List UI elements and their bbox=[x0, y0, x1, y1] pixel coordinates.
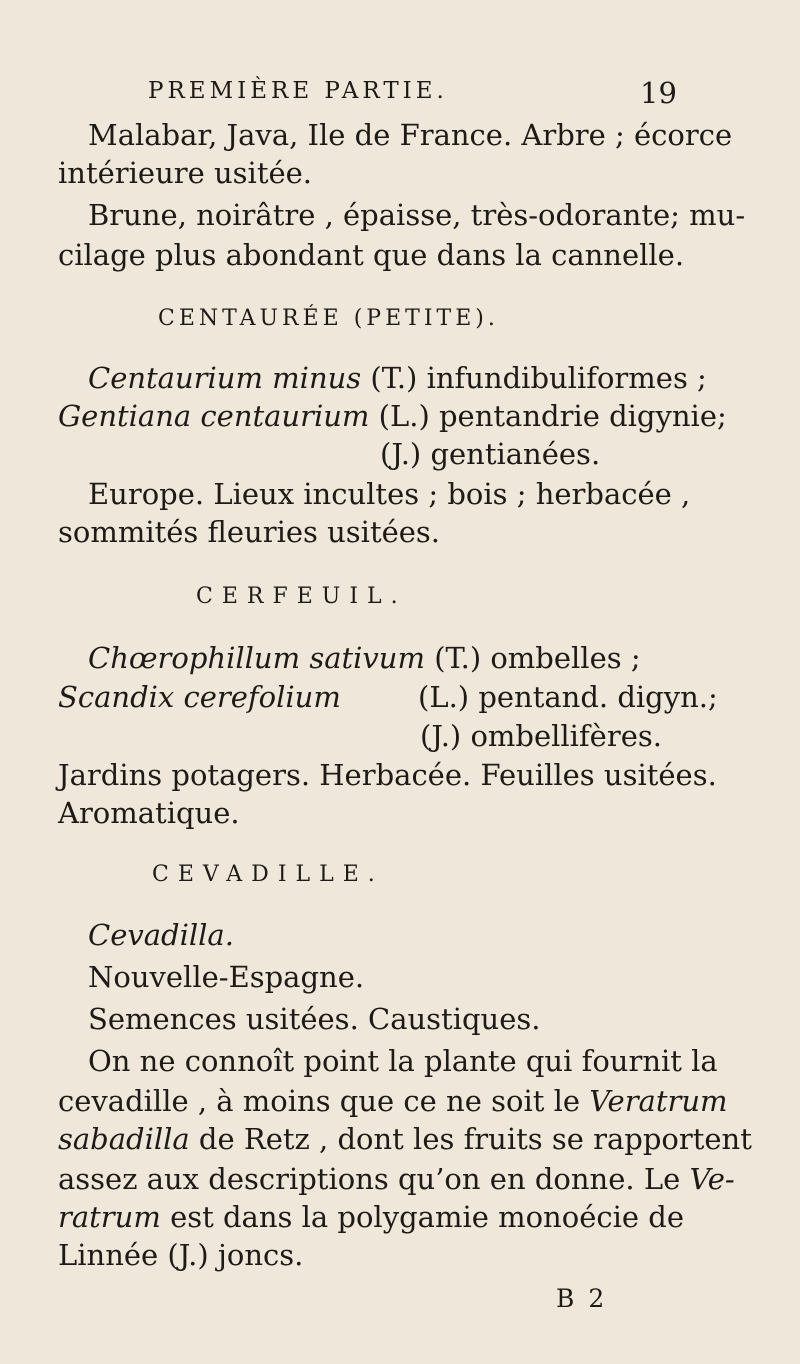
text-span: (L.) pentandrie digynie; bbox=[369, 399, 727, 433]
latin-name: Gentiana centaurium bbox=[58, 399, 370, 433]
text-line: Malabar, Java, Ile de France. Arbre ; écorce bbox=[88, 118, 733, 152]
text-line: intérieure usitée. bbox=[58, 156, 313, 190]
text-line: (J.) ombellifères. bbox=[420, 719, 662, 753]
text-span: est dans la polygamie monoécie de bbox=[160, 1200, 684, 1234]
latin-name: Centaurium minus bbox=[88, 361, 362, 395]
text-line: Nouvelle-Espagne. bbox=[88, 960, 365, 994]
latin-name: Scandix cerefolium bbox=[58, 680, 341, 714]
section-heading: CERFEUIL. bbox=[196, 584, 407, 609]
latin-name: Ve- bbox=[689, 1162, 735, 1196]
text-line: (L.) pentand. digyn.; bbox=[418, 680, 718, 714]
latin-name: ratrum bbox=[58, 1200, 161, 1234]
text-line: cilage plus abondant que dans la cannelle. bbox=[58, 238, 685, 272]
text-line bbox=[58, 399, 727, 433]
text-span: (T.) infundibuliformes ; bbox=[361, 361, 707, 395]
text-line bbox=[58, 1162, 735, 1196]
text-line bbox=[88, 641, 641, 675]
latin-name: Cevadilla. bbox=[88, 918, 234, 952]
text-line bbox=[58, 1084, 728, 1118]
section-heading: CENTAURÉE (PETITE). bbox=[158, 306, 499, 331]
text-line: Brune, noirâtre , épaisse, très-odorante; mu- bbox=[88, 198, 746, 232]
text-line: Semences usitées. Caustiques. bbox=[88, 1002, 541, 1036]
text-line: sommités fleuries usitées. bbox=[58, 515, 441, 549]
text-line: On ne connoît point la plante qui fournit la bbox=[88, 1044, 718, 1078]
signature-mark: B 2 bbox=[556, 1284, 608, 1313]
latin-name: Veratrum bbox=[589, 1084, 728, 1118]
section-heading: CEVADILLE. bbox=[152, 862, 384, 887]
text-line bbox=[58, 1200, 684, 1234]
running-title: PREMIÈRE PARTIE. bbox=[148, 78, 448, 104]
text-line: Europe. Lieux incultes ; bois ; herbacée , bbox=[88, 477, 691, 511]
latin-name: Chœrophillum sativum bbox=[88, 641, 425, 675]
text-line: Jardins potagers. Herbacée. Feuilles usitées. bbox=[58, 758, 717, 792]
latin-name: sabadilla bbox=[58, 1122, 190, 1156]
page-number: 19 bbox=[640, 76, 677, 110]
text-line: Aromatique. bbox=[58, 796, 240, 830]
text-line bbox=[88, 361, 707, 395]
text-span: de Retz , dont les fruits se rapportent bbox=[189, 1122, 752, 1156]
text-span: assez aux descriptions qu’on en donne. Le bbox=[58, 1162, 690, 1196]
text-line: (J.) gentianées. bbox=[380, 437, 601, 471]
text-span: (T.) ombelles ; bbox=[424, 641, 641, 675]
text-line bbox=[58, 680, 341, 714]
text-span: cevadille , à moins que ce ne soit le bbox=[58, 1084, 590, 1118]
text-line: Linnée (J.) joncs. bbox=[58, 1238, 304, 1272]
text-line bbox=[58, 1122, 752, 1156]
